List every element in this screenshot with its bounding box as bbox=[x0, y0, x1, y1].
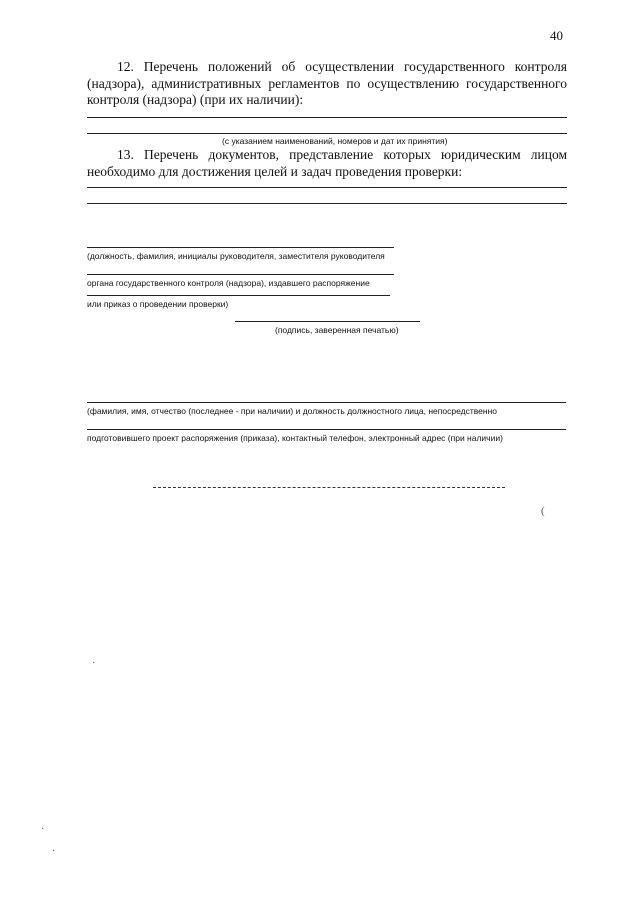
signature-line-3 bbox=[87, 295, 390, 296]
section-12-text bbox=[87, 59, 567, 109]
dashed-separator bbox=[153, 487, 505, 488]
sign-caption: (подпись, заверенная печатью) bbox=[275, 325, 399, 335]
signature-caption-2: органа государственного контроля (надзора), издавшего распоряжение bbox=[87, 278, 370, 288]
scan-speck-2: · bbox=[41, 824, 45, 835]
official-caption-2: подготовившего проект распоряжения (приказа), контактный телефон, электронный адрес (при наличии) bbox=[87, 433, 503, 443]
section-12-line-1 bbox=[87, 117, 567, 118]
section-13-line-2 bbox=[87, 203, 567, 204]
signature-line-1 bbox=[87, 247, 394, 248]
page-number: 40 bbox=[550, 28, 563, 43]
section-12-caption: (с указанием наименований, номеров и дат их принятия) bbox=[222, 136, 448, 146]
signature-line-2 bbox=[87, 274, 394, 275]
section-13-paragraph: 13. Перечень документов, представление которых юридическим лицом необходимо для достижения целей и задач проведения проверки: bbox=[87, 147, 567, 179]
official-caption-1: (фамилия, имя, отчество (последнее - при наличии) и должность должностного лица, непосредственно bbox=[87, 406, 498, 416]
scan-mark: ( bbox=[541, 505, 545, 517]
sign-line bbox=[235, 321, 420, 322]
signature-caption-3: или приказ о проведении проверки) bbox=[87, 299, 229, 309]
signature-caption-1: (должность, фамилия, инициалы руководителя, заместителя руководителя bbox=[87, 251, 385, 261]
section-13-text bbox=[87, 147, 567, 180]
official-line-2 bbox=[87, 429, 566, 430]
section-13-line-1 bbox=[87, 187, 567, 188]
section-12-paragraph: 12. Перечень положений об осуществлении государственного контроля (надзора), административных регламентов по осуществлению государственного контроля (надзора) (при их наличии): bbox=[87, 59, 567, 107]
official-line-1 bbox=[87, 402, 566, 403]
scan-speck-3: · bbox=[52, 846, 56, 857]
section-12-line-2 bbox=[87, 133, 567, 134]
scan-speck-1: · bbox=[92, 658, 96, 669]
